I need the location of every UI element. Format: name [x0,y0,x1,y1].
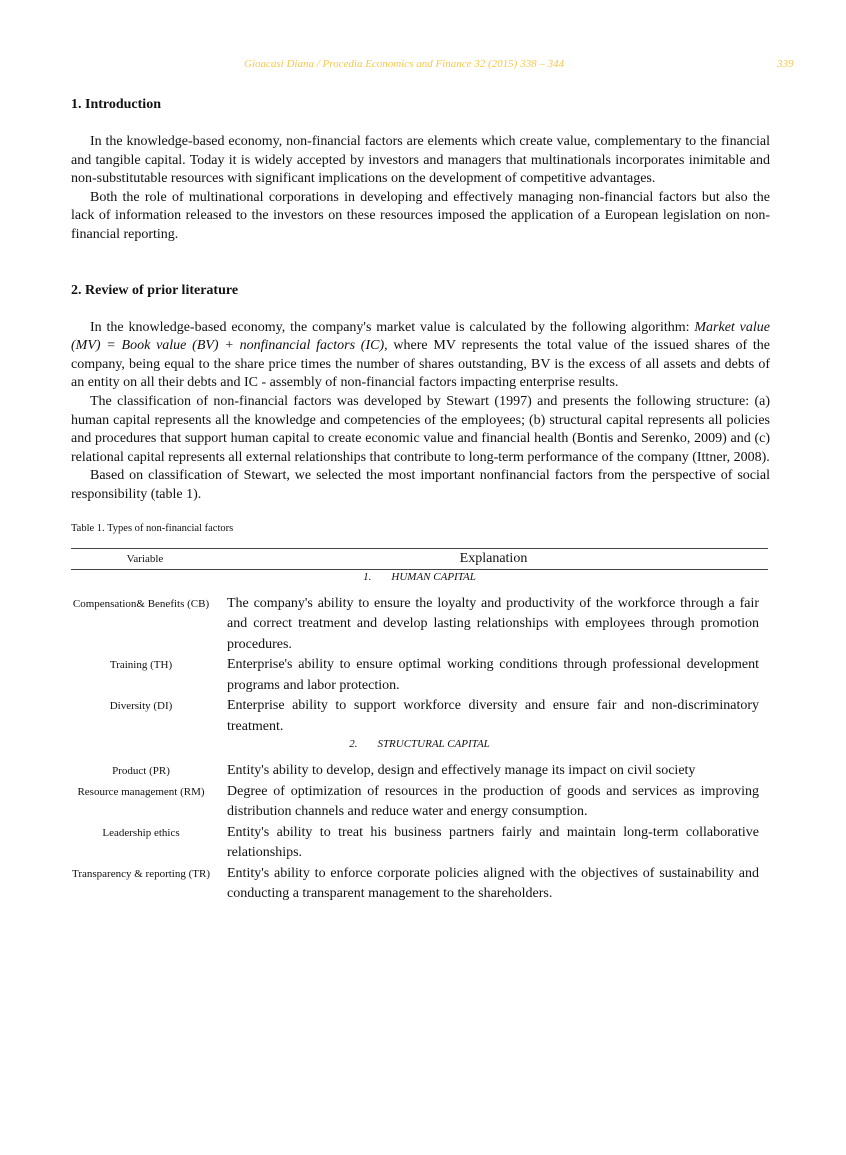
table-row [71,823,768,864]
explanation-cell: Entity's ability to treat his business partners fairly and maintain long-term collaborative relationships. [227,824,759,860]
column-header-explanation: Explanation [219,548,768,569]
variable-cell: Resource management (RM) [77,785,205,798]
table-row [71,782,768,823]
variable-cell: Product (PR) [112,765,170,777]
group-number: 1. [363,570,372,583]
running-title: Gioacasi Diana / Procedia Economics and Finance 32 (2015) 338 – 344 [244,58,565,70]
table-row [71,655,768,696]
formula-paragraph [71,319,770,393]
table-group-row [71,737,768,761]
article-body [71,96,770,905]
intro-paragraph: Both the role of multinational corporations in developing and effectively managing non-financial factors but also the lack of information released to the investors on these resources imposed the application of a European legislation on non-financial reporting. [71,189,770,242]
intro-paragraph: In the knowledge-based economy, non-financial factors are elements which create value, complementary to the financial and tangible capital. Today it is widely accepted by investors and managers that multinationals incorporates inimitable and non-substitutable resources with significant implications on the development of competitive advantages. [71,134,770,187]
explanation-cell: Entity's ability to enforce corporate policies aligned with the objectives of sustainability and conducting a transparent management to the shareholders. [227,865,759,901]
variable-cell: Leadership ethics [102,826,180,839]
explanation-cell: Enterprise ability to support workforce diversity and ensure fair and non-discriminatory treatment. [227,698,759,734]
table-row [71,864,768,905]
literature-paragraph: The classification of non-financial factors was developed by Stewart (1997) and presents the following structure: (a) human capital represents all the knowledge and competencies of the employees; (b) structural capital represents all policies and procedures that support human capital to create economic value and financial health (Bontis and Serenko, 2009) and (c) relational capital represents all external relationships that contribute to long-term performance of the company (Ittner, 2008). [71,393,770,465]
formula-rest: , where MV represents the total value of the issued shares of the company, being equal to the share price times the number of shares outstanding, BV is the excess of all assets and debts of an entity on all their debts and IC - assembly of non-financial factors impacting enterprise results. [71,338,770,391]
variable-cell: Compensation& Benefits (CB) [72,597,210,610]
literature-paragraph: Based on classification of Stewart, we selected the most important nonfinancial factors from the perspective of social responsibility (table 1). [71,468,770,502]
formula: Market value (MV) = Book value (BV) + nonfinancial factors (IC) [71,319,770,354]
section-title-literature: 2. Review of prior literature [71,282,239,298]
explanation-cell: Degree of optimization of resources in the production of goods and services as improving distribution channels and reduce water and energy consumption. [227,783,759,819]
variable-cell: Training (TH) [109,659,173,671]
page-number: 339 [777,58,794,70]
non-financial-factors-table [71,548,768,905]
section-title-introduction: 1. Introduction [71,97,161,112]
column-header-variable: Variable [71,548,219,569]
variable-cell: Diversity (DI) [109,700,173,712]
table-caption: Table 1. Types of non-financial factors [71,522,234,534]
variable-cell: Transparency & reporting (TR) [72,867,210,880]
table-header-row [71,548,768,569]
formula-intro: In the knowledge-based economy, the company's market value is calculated by the following algorithm: [90,319,695,335]
table-row [71,594,768,656]
group-name: HUMAN CAPITAL [391,570,476,583]
group-name: STRUCTURAL CAPITAL [377,738,490,750]
table-group-row [71,569,768,594]
table-row [71,696,768,737]
table-row [71,761,768,782]
group-number: 2. [349,738,358,750]
explanation-cell: Entity's ability to develop, design and effectively manage its impact on civil society [227,763,696,778]
running-header [0,58,846,74]
explanation-cell: The company's ability to ensure the loyalty and productivity of the workforce through a fair and correct treatment and develop lasting relationships with employees through promotion procedures. [227,595,759,652]
explanation-cell: Enterprise's ability to ensure optimal working conditions through professional development programs and labor protection. [227,657,759,693]
